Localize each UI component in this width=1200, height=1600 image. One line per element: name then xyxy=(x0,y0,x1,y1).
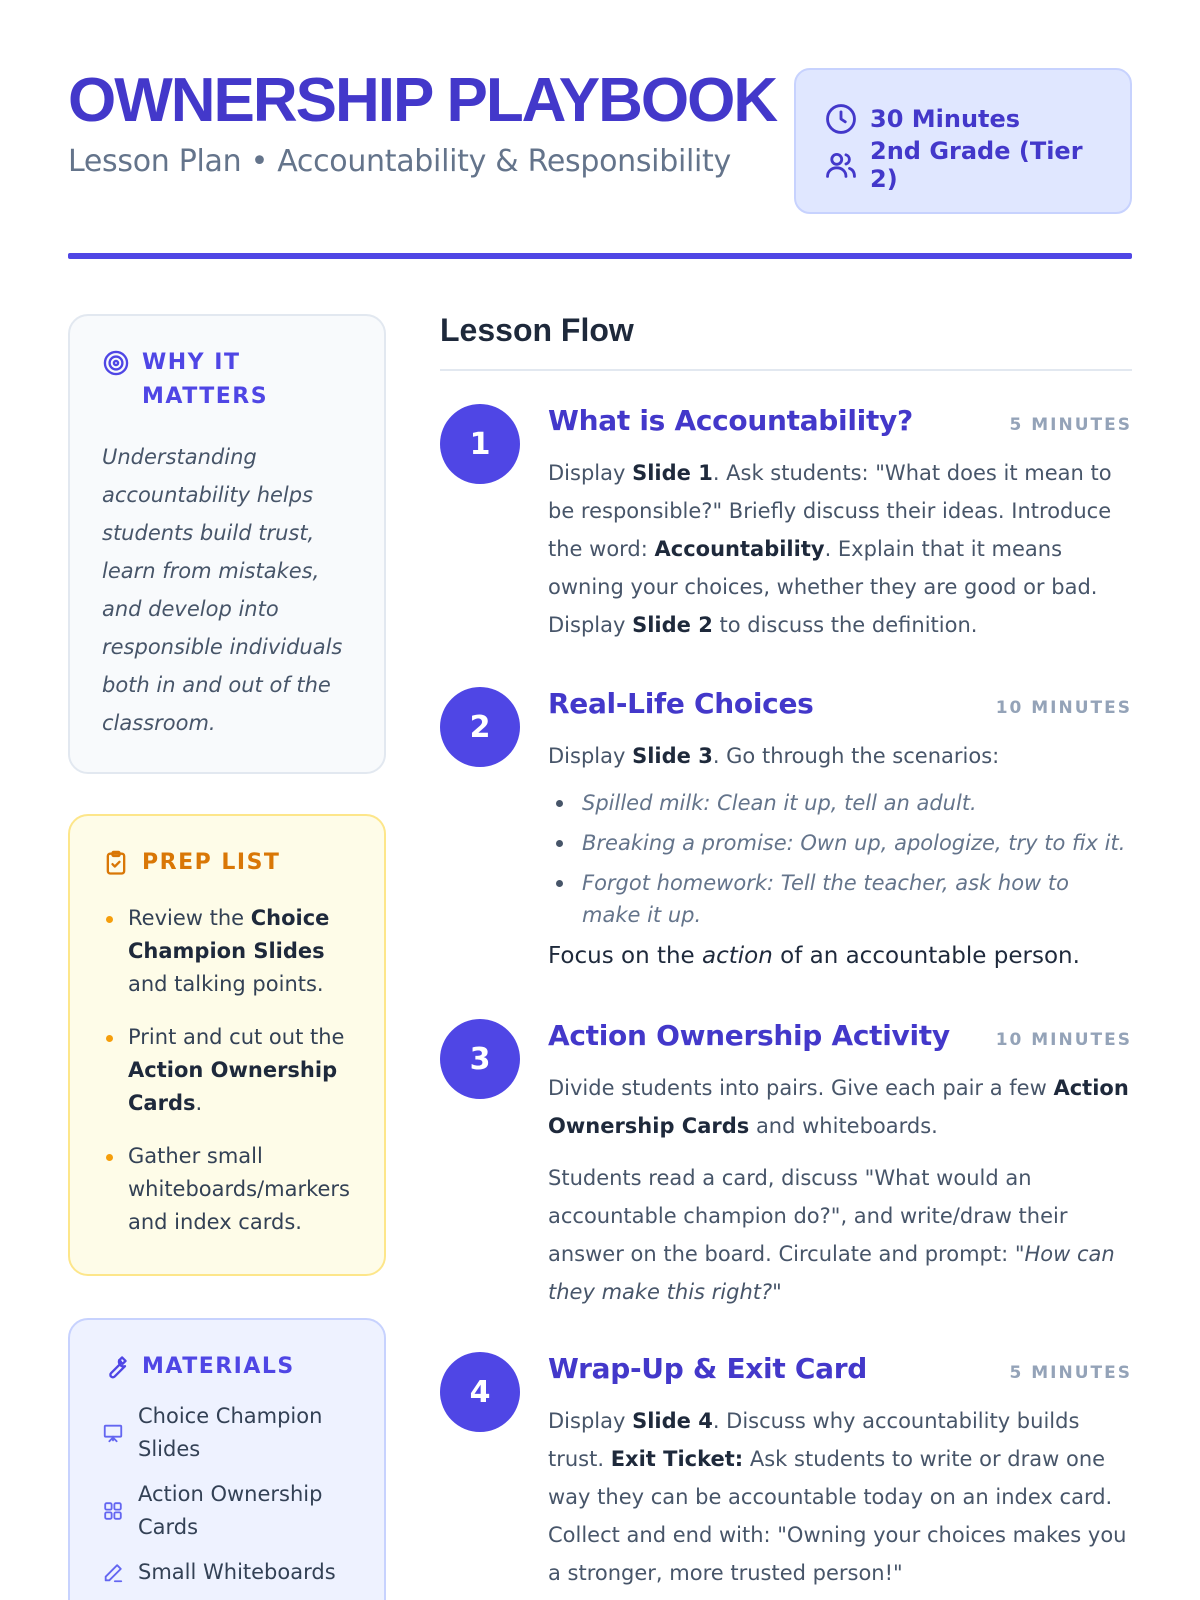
prep-item: Review the Choice Champion Slides and talking points. xyxy=(102,902,352,1001)
scenario-item: Spilled milk: Clean it up, tell an adult. xyxy=(548,787,1132,819)
scenario-item: Forgot homework: Tell the teacher, ask how to make it up. xyxy=(548,867,1132,931)
grade-row xyxy=(824,137,1102,193)
materials-heading-label: MATERIALS xyxy=(142,1354,295,1379)
step-title: Real-Life Choices xyxy=(548,687,814,720)
step-body xyxy=(548,1019,1132,1311)
step-header xyxy=(548,687,1132,729)
page-subtitle: Lesson Plan • Accountability & Responsibility xyxy=(68,144,731,179)
pen-icon xyxy=(102,1562,124,1584)
clock-icon xyxy=(824,102,858,136)
why-text: Understanding accountability helps students build trust, learn from mistakes, and develop into responsible individuals both in and out of the classroom. xyxy=(102,445,343,735)
scenario-item: Breaking a promise: Own up, apologize, try to fix it. xyxy=(548,827,1132,859)
presentation-icon xyxy=(102,1422,124,1444)
grid-icon xyxy=(102,1500,124,1522)
step-number-badge: 1 xyxy=(440,404,520,484)
step-number-badge: 2 xyxy=(440,687,520,767)
step-title: Wrap-Up & Exit Card xyxy=(548,1352,867,1385)
step-description: Divide students into pairs. Give each pair a few Action Ownership Cards and whiteboards. xyxy=(548,1076,1129,1138)
header-divider xyxy=(68,253,1132,259)
clipboard-check-icon xyxy=(102,849,130,877)
material-item: Choice Champion Slides xyxy=(102,1400,352,1466)
header xyxy=(68,60,1132,260)
why-heading xyxy=(102,346,292,414)
material-item: Small Whiteboards xyxy=(102,1556,352,1589)
materials-card xyxy=(68,1318,386,1600)
step-body xyxy=(548,1352,1132,1592)
lesson-flow xyxy=(440,312,1132,1585)
step-focus-note: Focus on the action of an accountable person. xyxy=(548,943,1080,969)
step-header xyxy=(548,1352,1132,1394)
step-number-badge: 4 xyxy=(440,1352,520,1432)
step-number-badge: 3 xyxy=(440,1019,520,1099)
step-duration: 5 MINUTES xyxy=(1009,1363,1132,1383)
step-description: Display Slide 1. Ask students: "What does it mean to be responsible?" Briefly discuss their ideas. Introduce the word: Accountability. Explain that it means owning your choices, whether they are good or bad. Display Slide 2 to discuss the definition. xyxy=(548,461,1112,637)
duration-label: 30 Minutes xyxy=(870,105,1021,133)
why-heading-label: WHY IT MATTERS xyxy=(142,350,269,409)
material-item: Action Ownership Cards xyxy=(102,1478,352,1544)
step-description-continued: Students read a card, discuss "What would an accountable champion do?", and write/draw their answer on the board. Circulate and prompt: "How can they make this right?" xyxy=(548,1166,1115,1304)
step-header xyxy=(548,1019,1132,1061)
step-duration: 10 MINUTES xyxy=(995,1030,1132,1050)
scenario-list xyxy=(548,787,1132,931)
page-title: OWNERSHIP PLAYBOOK xyxy=(68,66,777,135)
users-icon xyxy=(824,148,858,182)
materials-list xyxy=(102,1400,352,1589)
prep-heading-label: PREP LIST xyxy=(142,850,281,875)
step-title: Action Ownership Activity xyxy=(548,1019,950,1052)
prep-item: Gather small whiteboards/markers and index cards. xyxy=(102,1140,352,1239)
prep-heading xyxy=(102,846,352,880)
target-icon xyxy=(102,349,130,377)
step-header xyxy=(548,404,1132,446)
lesson-meta-box xyxy=(794,68,1132,214)
step-description: Display Slide 3. Go through the scenarios: xyxy=(548,744,1000,768)
grade-label: 2nd Grade (Tier 2) xyxy=(870,137,1083,193)
lesson-flow-title: Lesson Flow xyxy=(440,312,1132,371)
prep-item: Print and cut out the Action Ownership Cards. xyxy=(102,1021,352,1120)
step-duration: 10 MINUTES xyxy=(995,698,1132,718)
step-description: Display Slide 4. Discuss why accountability builds trust. Exit Ticket: Ask students to write or draw one way they can be accountable today on an index card. Collect and end with: "Owning your choices makes you a stronger, more trusted person!" xyxy=(548,1409,1127,1585)
why-it-matters-card xyxy=(68,314,386,774)
prep-list xyxy=(102,902,352,1239)
step-title: What is Accountability? xyxy=(548,404,913,437)
wrench-icon xyxy=(102,1353,130,1381)
step-body xyxy=(548,404,1132,644)
duration-row xyxy=(824,96,1102,142)
prep-list-card xyxy=(68,814,386,1276)
step-duration: 5 MINUTES xyxy=(1009,415,1132,435)
materials-heading xyxy=(102,1350,352,1384)
step-body xyxy=(548,687,1132,973)
